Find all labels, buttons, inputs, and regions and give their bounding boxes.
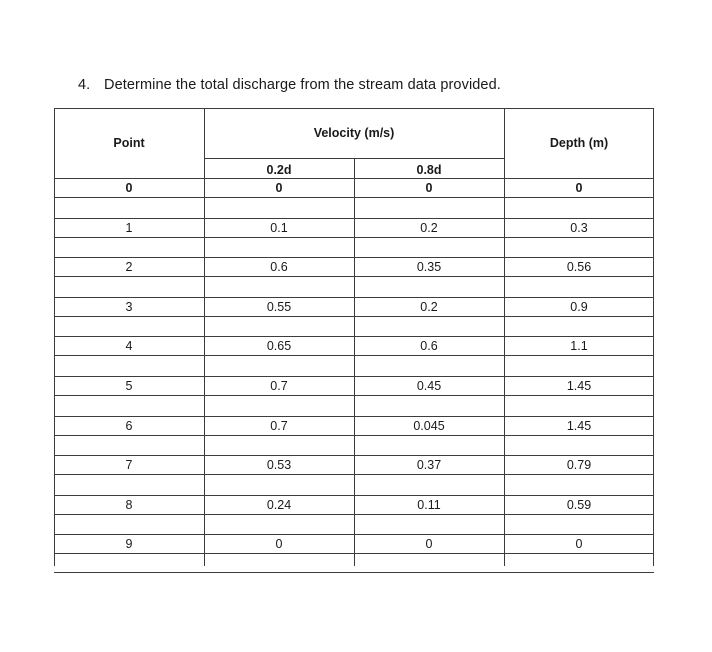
row-top-line — [54, 416, 654, 417]
header-velocity: Velocity (m/s) — [313, 126, 395, 140]
row-top-line — [54, 178, 654, 179]
table-cell-v02: 0.55 — [266, 299, 292, 314]
velocity-column-divider — [354, 158, 355, 566]
table-cell-point: 5 — [125, 379, 133, 393]
header-velocity-02d: 0.2d — [266, 163, 292, 177]
table-cell-v08: 0.45 — [416, 379, 442, 393]
table-cell-depth: 0.59 — [566, 497, 592, 512]
stream-data-table — [54, 108, 654, 566]
question-text: Determine the total discharge from the stream data provided. — [104, 77, 501, 93]
table-cell-v02: 0 — [275, 537, 283, 552]
table-cell-depth: 0.79 — [566, 458, 592, 473]
table-cell-depth: 0 — [575, 181, 583, 195]
table-cell-depth: 1.45 — [566, 379, 592, 393]
row-top-line — [54, 218, 654, 219]
header-depth: Depth (m) — [549, 136, 609, 150]
header-point: Point — [113, 136, 145, 150]
row-separator-line — [54, 474, 654, 475]
question-prompt — [78, 77, 501, 93]
table-bottom-border — [54, 572, 654, 573]
table-cell-point: 9 — [125, 537, 133, 552]
table-cell-v02: 0.53 — [266, 458, 292, 473]
row-separator-line — [54, 514, 654, 515]
row-separator-line — [54, 276, 654, 277]
table-cell-v02: 0.65 — [266, 339, 292, 354]
table-cell-v08: 0.2 — [420, 299, 438, 314]
table-cell-point: 1 — [125, 220, 133, 235]
table-cell-depth: 0.3 — [570, 220, 588, 235]
table-cell-v02: 0.7 — [270, 418, 288, 433]
header-velocity-08d: 0.8d — [416, 163, 442, 177]
table-cell-v08: 0 — [425, 181, 433, 195]
table-top-border — [54, 108, 654, 109]
row-top-line — [54, 297, 654, 298]
table-cell-v08: 0.37 — [416, 458, 442, 473]
table-cell-depth: 1.1 — [570, 339, 588, 354]
row-separator-line — [54, 237, 654, 238]
table-cell-v02: 0.6 — [270, 260, 288, 275]
table-cell-v08: 0.11 — [417, 497, 441, 512]
row-top-line — [54, 336, 654, 337]
table-cell-v08: 0.045 — [413, 418, 445, 433]
row-separator-line — [54, 553, 654, 554]
row-top-line — [54, 455, 654, 456]
table-cell-v02: 0.7 — [270, 379, 288, 393]
table-cell-v02: 0.1 — [270, 220, 288, 235]
table-cell-point: 7 — [125, 458, 133, 473]
row-top-line — [54, 376, 654, 377]
table-cell-v08: 0.2 — [420, 220, 438, 235]
row-separator-line — [54, 395, 654, 396]
row-separator-line — [54, 355, 654, 356]
table-cell-depth: 0.9 — [570, 299, 588, 314]
row-separator-line — [54, 197, 654, 198]
table-cell-point: 0 — [125, 181, 133, 195]
table-cell-point: 6 — [125, 418, 133, 433]
table-cell-v08: 0 — [425, 537, 433, 552]
question-number: 4. — [78, 77, 91, 93]
table-cell-depth: 1.45 — [566, 418, 592, 433]
table-cell-point: 2 — [125, 260, 133, 275]
row-separator-line — [54, 435, 654, 436]
table-cell-depth: 0.56 — [566, 260, 592, 275]
row-separator-line — [54, 316, 654, 317]
row-top-line — [54, 495, 654, 496]
table-cell-v02: 0.24 — [266, 497, 292, 512]
row-top-line — [54, 534, 654, 535]
row-top-line — [54, 257, 654, 258]
table-cell-depth: 0 — [575, 537, 583, 552]
table-cell-point: 4 — [125, 339, 133, 354]
table-cell-point: 3 — [125, 299, 133, 314]
table-cell-v08: 0.6 — [420, 339, 438, 354]
table-cell-point: 8 — [125, 497, 133, 512]
table-cell-v02: 0 — [275, 181, 283, 195]
table-cell-v08: 0.35 — [416, 260, 442, 275]
